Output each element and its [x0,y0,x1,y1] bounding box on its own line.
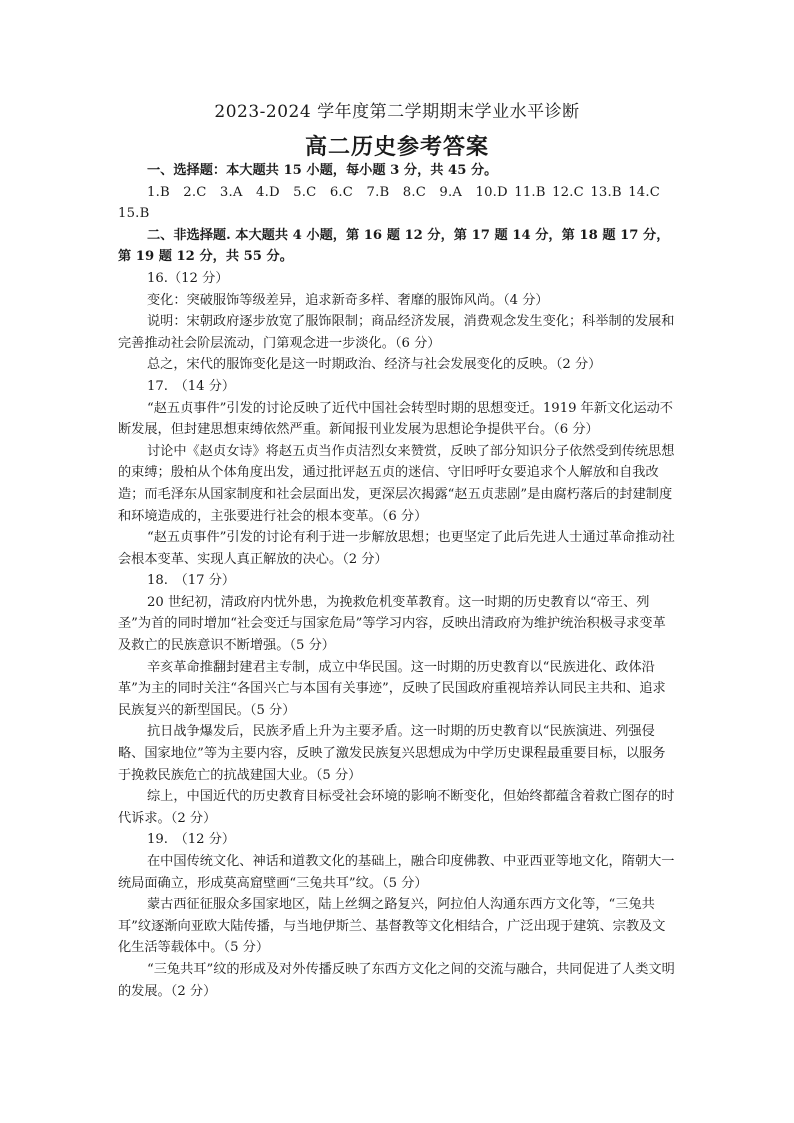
choice-answers: 1.B 2.C 3.A 4.D 5.C 6.C 7.B 8.C 9.A 10.D 11.B 12.C 13.B 14.C 15.B [118,184,661,222]
q18-label: 18. （17 分） [147,573,236,589]
q17-paragraph: 讨论中《赵贞女诗》将赵五贞当作贞洁烈女来赞赏，反映了部分知识分子依然受到传统思想的束缚；殷柏从个体角度出发，通过批评赵五贞的迷信、守旧呼吁女要追求个人解放和自我改造；而毛泽东从国家制度和社会层面出发，更深层次揭露“赵五贞悲剧”是由腐朽落后的封建制度和环境造成的，主张要进行社会的根本变革。（6 分） [118,443,675,524]
q16-paragraph: 变化：突破服饰等级差异，追求新奇多样、奢靡的服饰风尚。（4 分） [147,292,549,308]
q18-paragraph: 综上，中国近代的历史教育目标受社会环境的影响不断变化，但始终都蕴含着救亡图存的时代诉求。（2 分） [118,789,675,826]
q16-paragraph: 说明：宋朝政府逐步放宽了服饰限制；商品经济发展，消费观念发生变化；科举制的发展和完善推动社会阶层流动，门第观念进一步淡化。（6 分） [118,314,675,351]
q17-paragraph: “赵五贞事件”引发的讨论有利于进一步解放思想；也更坚定了此后先进人士通过革命推动社会根本变革、实现人真正解放的决心。（2 分） [118,530,675,567]
q19-label: 19. （12 分） [147,832,236,848]
q18-paragraph: 20 世纪初，清政府内忧外患，为挽救危机变革教育。这一时期的历史教育以“帝王、列圣”为首的同时增加“社会变迁与国家危局”等学习内容，反映出清政府为维护统治积极寻求变革及救亡的民族意识不断增强。（5 分） [118,594,666,654]
q16-paragraph: 总之，宋代的服饰变化是这一时期政治、经济与社会发展变化的反映。（2 分） [147,357,602,373]
section2-heading: 二、非选择题. 本大题共 4 小题，第 16 题 12 分，第 17 题 14 分，第 18 题 17 分，第 19 题 12 分，共 55 分。 [118,227,670,265]
q19-paragraph: “三兔共耳”纹的形成及对外传播反映了东西方文化之间的交流与融合，共同促进了人类文明的发展。（2 分） [118,961,675,999]
q19-paragraph: 蒙古西征征服众多国家地区，陆上丝绸之路复兴，阿拉伯人沟通东西方文化等，“三兔共耳”纹逐渐向亚欧大陆传播，与当地伊斯兰、基督教等文化相结合，广泛出现于建筑、宗教及文化生活等载体中。（5 分） [118,897,666,956]
q19-paragraph: 在中国传统文化、神话和道教文化的基础上，融合印度佛教、中亚西亚等地文化，隋朝大一统局面确立，形成莫高窟壁画“三兔共耳”纹。（5 分） [118,854,675,891]
q17-paragraph: “赵五贞事件”引发的讨论反映了近代中国社会转型时期的思想变迁。1919 年新文化运动不断发展，但封建思想束缚依然严重。新闻报刊业发展为思想论争提供平台。（6 分） [118,400,673,438]
answer-body [118,160,678,1002]
q18-paragraph: 抗日战争爆发后，民族矛盾上升为主要矛盾。这一时期的历史教育以“民族演进、列强侵略、国家地位”等为主要内容，反映了激发民族复兴思想成为中学历史课程最重要目标，以服务于挽救民族危亡的抗战建国大业。（5 分） [118,724,666,783]
q17-label: 17. （14 分） [147,378,236,394]
document-title: 高二历史参考答案 [304,134,489,160]
section1-heading: 一、选择题：本大题共 15 小题，每小题 3 分，共 45 分。 [147,163,498,178]
q18-paragraph: 辛亥革命推翻封建君主专制，成立中华民国。这一时期的历史教育以“民族进化、政体沿革”为主的同时关注“各国兴亡与本国有关事迹”，反映了民国政府重视培养认同民主共和、追求民族复兴的新型国民。（5 分） [118,659,666,718]
exam-title: 2023-2024 学年度第二学期期末学业水平诊断 [214,102,580,122]
q16-label: 16.（12 分） [147,270,229,286]
